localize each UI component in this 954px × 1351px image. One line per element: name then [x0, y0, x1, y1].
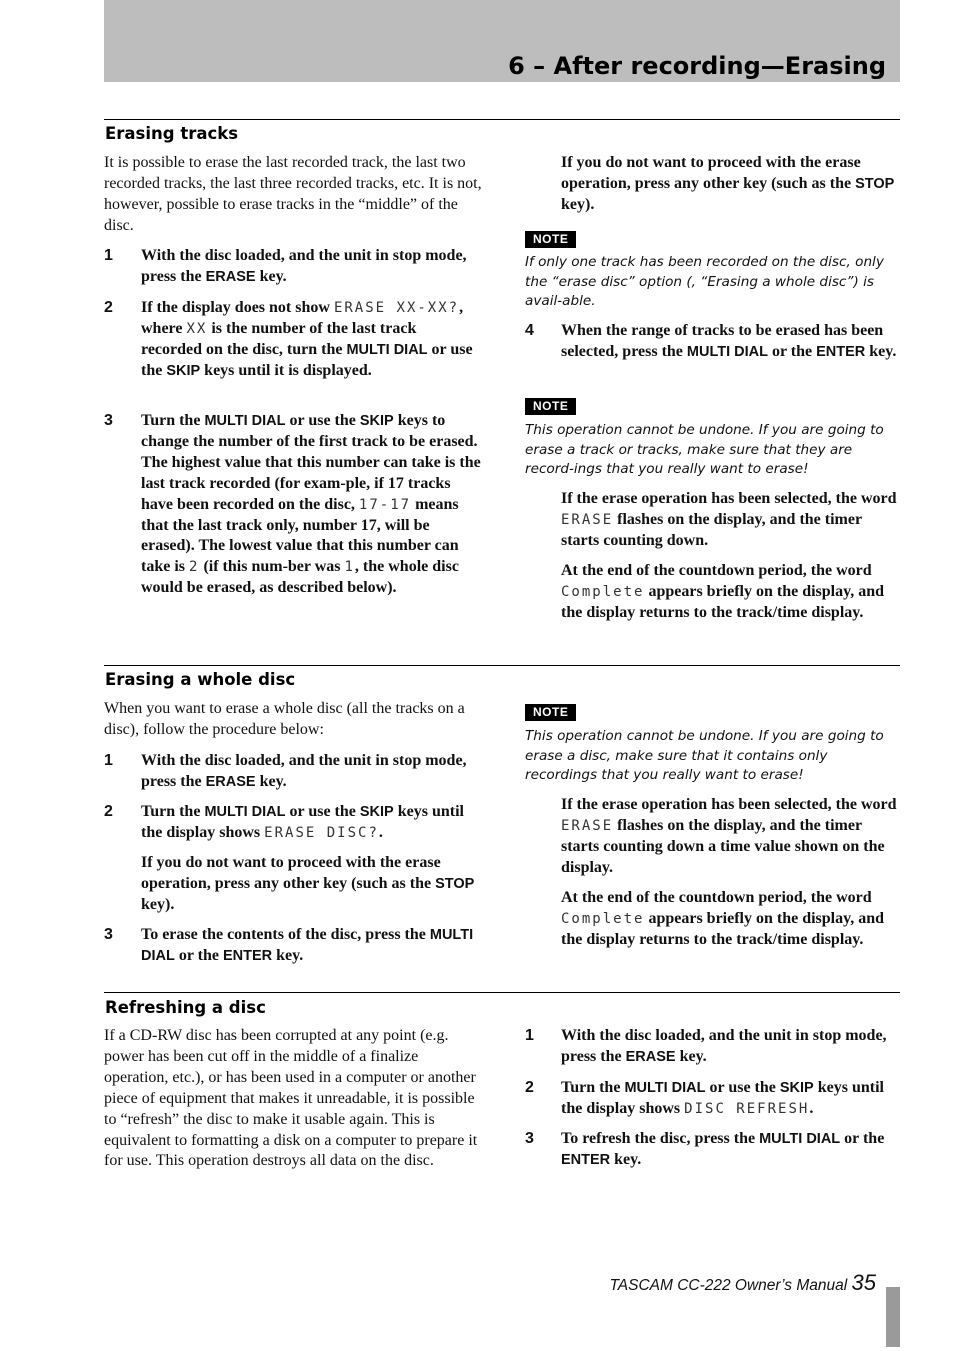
lcd-text: ERASE DISC?: [264, 824, 379, 841]
thumb-tab-marker: [886, 1287, 900, 1347]
section-divider: [104, 992, 900, 993]
step-number: 2: [104, 299, 113, 316]
step-2-text: If the display does not show ERASE XX-XX?, where XX is the number of the last track recorded on the disc, turn the MULTI DIAL or use the SKIP keys until it is displayed.: [141, 299, 473, 379]
skip-key-label: SKIP: [166, 362, 201, 379]
lcd-text: ERASE: [561, 511, 614, 528]
lcd-text: DISC REFRESH: [684, 1100, 810, 1117]
multi-dial-key-label: MULTI DIAL: [686, 343, 768, 360]
lcd-text: XX: [186, 320, 208, 337]
note-text: This operation cannot be undone. If you are going to erase a disc, make sure that it contains only recordings that you really want to erase!: [525, 728, 884, 784]
note-badge: NOTE: [525, 231, 576, 248]
step-number: 1: [104, 752, 113, 769]
intro-paragraph: It is possible to erase the last recorded track, the last two recorded tracks, the last three recorded tracks, etc. It is not, however, possible to erase tracks in the “middle” of the disc.: [104, 154, 482, 234]
step-2-text: Turn the MULTI DIAL or use the SKIP keys until the display shows ERASE DISC?.: [141, 803, 464, 841]
step-1-text: With the disc loaded, and the unit in stop mode, press the ERASE key.: [141, 752, 467, 790]
stop-key-label: STOP: [435, 875, 475, 892]
step-number: 2: [104, 803, 113, 820]
step-3-text: To refresh the disc, press the MULTI DIAL or the ENTER key.: [561, 1130, 885, 1168]
multi-dial-key-label: MULTI DIAL: [346, 341, 428, 358]
step-1-text: With the disc loaded, and the unit in stop mode, press the ERASE key.: [561, 1027, 887, 1065]
note-text: If only one track has been recorded on the disc, only the “erase disc” option (, “Erasing a whole disc”) is avail-able.: [525, 254, 884, 310]
note-badge: NOTE: [525, 398, 576, 415]
section-heading-refreshing: Refreshing a disc: [105, 998, 266, 1017]
multi-dial-key-label: MULTI DIAL: [141, 927, 474, 964]
page-number: 35: [851, 1270, 876, 1295]
lcd-text: ERASE XX-XX?: [333, 300, 460, 316]
lcd-text: ERASE: [561, 817, 614, 834]
step-number: 1: [525, 1027, 534, 1044]
multi-dial-key-label: MULTI DIAL: [204, 413, 286, 429]
step-4-text: When the range of tracks to be erased has been selected, press the MULTI DIAL or the ENTER key.: [561, 322, 897, 360]
skip-key-label: SKIP: [359, 413, 394, 429]
chapter-title: 6 – After recording—Erasing: [508, 52, 886, 80]
step-3-text: To erase the contents of the disc, press the MULTI DIAL or the ENTER key.: [141, 926, 474, 964]
enter-key-label: ENTER: [816, 343, 866, 360]
lcd-text: Complete: [561, 910, 645, 927]
erase-flash-paragraph: If the erase operation has been selected, the word ERASE flashes on the display, and the timer starts counting down a time value shown on the display.: [561, 796, 897, 876]
lcd-text: Complete: [561, 583, 645, 600]
complete-paragraph: At the end of the countdown period, the word Complete appears briefly on the display, and the display returns to the track/time display.: [561, 562, 885, 621]
step-number: 2: [525, 1079, 534, 1096]
intro-paragraph: When you want to erase a whole disc (all the tracks on a disc), follow the procedure below:: [104, 700, 465, 738]
stop-instruction: If you do not want to proceed with the erase operation, press any other key (such as the STOP key).: [561, 154, 895, 213]
step-number: 3: [104, 926, 113, 943]
erase-key-label: ERASE: [205, 773, 256, 790]
multi-dial-key-label: MULTI DIAL: [624, 1080, 706, 1096]
erase-key-label: ERASE: [205, 268, 256, 285]
skip-key-label: SKIP: [779, 1080, 814, 1096]
note-text: This operation cannot be undone. If you are going to erase a track or tracks, make sure that they are record-ings that you really want to erase!: [525, 422, 884, 478]
intro-paragraph: If a CD-RW disc has been corrupted at any point (e.g. power has been cut off in the middle of a finalize operation, etc.), or has been used in a computer or another piece of equipment that makes it unreadable, it is possible to “refresh” the disc to make it usable again. This is equivalent to formatting a disk on a computer to prepare it for use. This operation destroys all data on the disc.: [104, 1027, 478, 1170]
multi-dial-key-label: MULTI DIAL: [759, 1131, 841, 1147]
lcd-text: 17-17: [358, 496, 412, 513]
note-badge: NOTE: [525, 704, 576, 721]
step-number: 1: [104, 247, 113, 264]
enter-key-label: ENTER: [222, 947, 273, 964]
step-number: 3: [104, 412, 113, 429]
section-heading-erasing-disc: Erasing a whole disc: [105, 670, 296, 689]
section-divider: [104, 119, 900, 120]
step-1-text: With the disc loaded, and the unit in stop mode, press the ERASE key.: [141, 247, 467, 285]
lcd-text: 2: [189, 559, 200, 576]
manual-title: TASCAM CC-222 Owner’s Manual: [609, 1277, 852, 1294]
multi-dial-key-label: MULTI DIAL: [204, 804, 286, 820]
erase-flash-paragraph: If the erase operation has been selected, the word ERASE flashes on the display, and the timer starts counting down.: [561, 490, 897, 549]
section-heading-erasing-tracks: Erasing tracks: [105, 124, 239, 143]
header-band: [104, 0, 900, 82]
step-number: 3: [525, 1130, 534, 1147]
lcd-text: 1: [344, 559, 355, 576]
complete-paragraph: At the end of the countdown period, the word Complete appears briefly on the display, and the display returns to the track/time display.: [561, 889, 885, 948]
skip-key-label: SKIP: [359, 804, 394, 820]
step-3-text: Turn the MULTI DIAL or use the SKIP keys to change the number of the first track to be erased. The highest value that this number can take is the last track recorded (for exam-ple, if 17 tracks have been recorded on the disc, 17-17 means that the last track only, number 17, will be erased). The lowest value that this number can take is 2 (if this num-ber was 1, the whole disc would be erased, as described below).: [141, 412, 481, 597]
step-number: 4: [525, 322, 534, 339]
stop-instruction: If you do not want to proceed with the erase operation, press any other key (such as the STOP key).: [141, 854, 475, 913]
page-footer: [609, 1270, 876, 1296]
enter-key-label: ENTER: [561, 1151, 611, 1168]
stop-key-label: STOP: [855, 175, 895, 192]
section-divider: [104, 665, 900, 666]
step-2-text: Turn the MULTI DIAL or use the SKIP keys until the display shows DISC REFRESH.: [561, 1079, 884, 1117]
erase-key-label: ERASE: [625, 1048, 676, 1065]
